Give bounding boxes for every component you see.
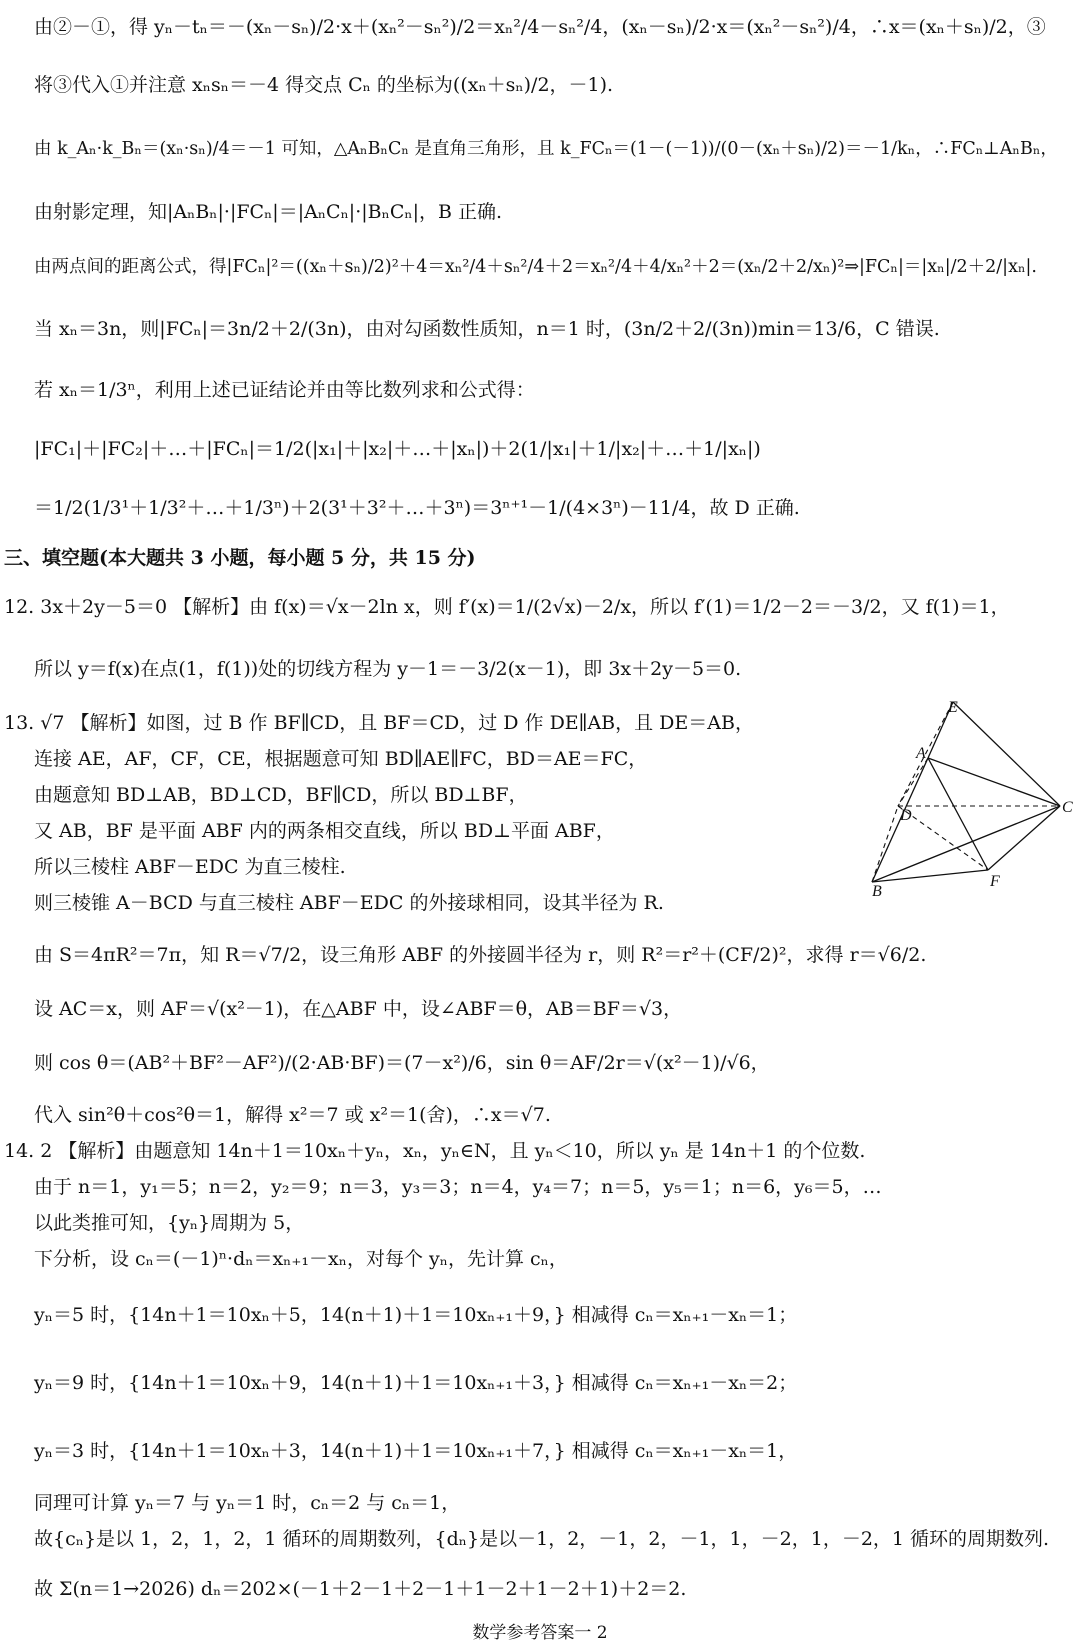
text-line: 由两点间的距离公式，得|FCₙ|²＝((xₙ＋sₙ)/2)²＋4＝xₙ²/4＋sₙ²/4＋2＝xₙ²/4＋4/xₙ²＋2＝(xₙ/2＋2/xₙ)²⇒|FCₙ|＝|xₙ|/2＋2/|xₙ|.	[34, 257, 1037, 277]
prism-diagram	[872, 699, 1078, 912]
answer-14: 14. 2 【解析】由题意知 14n＋1＝10xₙ＋yₙ，xₙ，yₙ∈N，且 yₙ＜10，所以 yₙ 是 14n＋1 的个位数.	[4, 1140, 866, 1162]
text-line: 当 xₙ＝3n，则|FCₙ|＝3n/2＋2/(3n)，由对勾函数性质知，n＝1 时，(3n/2＋2/(3n))min＝13/6，C 错误.	[34, 318, 940, 340]
text-line: 又 AB，BF 是平面 ABF 内的两条相交直线，所以 BD⊥平面 ABF，	[34, 820, 615, 842]
text-line: |FC₁|＋|FC₂|＋…＋|FCₙ|＝1/2(|x₁|＋|x₂|＋…＋|xₙ|)＋2(1/|x₁|＋1/|x₂|＋…＋1/|xₙ|)	[34, 438, 761, 460]
label-b: B	[872, 883, 882, 900]
text-line: 故{cₙ}是以 1，2，1，2，1 循环的周期数列，{dₙ}是以－1，2，－1，2，－1，1，－2，1，－2，1 循环的周期数列.	[34, 1528, 1050, 1550]
text-line: 所以三棱柱 ABF－EDC 为直三棱柱.	[34, 856, 346, 878]
text-line: ＝1/2(1/3¹＋1/3²＋…＋1/3ⁿ)＋2(3¹＋3²＋…＋3ⁿ)＝3ⁿ⁺¹－1/(4×3ⁿ)－11/4，故 D 正确.	[34, 497, 800, 519]
case-system: yₙ＝9 时，{14n＋1＝10xₙ＋9，14(n＋1)＋1＝10xₙ₊₁＋3，} 相减得 cₙ＝xₙ₊₁－xₙ＝2；	[34, 1372, 798, 1394]
text-line: 由射影定理，知|AₙBₙ|·|FCₙ|＝|AₙCₙ|·|BₙCₙ|，B 正确.	[34, 201, 503, 223]
text-line: 由 S＝4πR²＝7π，知 R＝√7/2，设三角形 ABF 的外接圆半径为 r，则 R²＝r²＋(CF/2)²，求得 r＝√6/2.	[34, 944, 927, 966]
page-footer: 数学参考答案一 2	[472, 1623, 608, 1643]
label-a: A	[916, 745, 926, 762]
text-line: 所以 y＝f(x)在点(1，f(1))处的切线方程为 y－1＝－3/2(x－1)，即 3x＋2y－5＝0.	[34, 658, 742, 680]
label-f: F	[990, 873, 1000, 890]
label-c: C	[1062, 799, 1073, 816]
text-line: 由于 n＝1，y₁＝5；n＝2，y₂＝9；n＝3，y₃＝3；n＝4，y₄＝7；n＝5，y₅＝1；n＝6，y₆＝5，…	[34, 1176, 882, 1198]
case-system: yₙ＝5 时，{14n＋1＝10xₙ＋5，14(n＋1)＋1＝10xₙ₊₁＋9，} 相减得 cₙ＝xₙ₊₁－xₙ＝1；	[34, 1304, 798, 1326]
section-heading: 三、填空题(本大题共 3 小题，每小题 5 分，共 15 分)	[4, 547, 476, 569]
text-line: 则三棱锥 A－BCD 与直三棱柱 ABF－EDC 的外接球相同，设其半径为 R.	[34, 892, 664, 914]
text-line: 以此类推可知，{yₙ}周期为 5，	[34, 1212, 305, 1234]
text-line: 下分析，设 cₙ＝(－1)ⁿ·dₙ＝xₙ₊₁－xₙ，对每个 yₙ，先计算 cₙ，	[34, 1248, 568, 1270]
text-line: 若 xₙ＝1/3ⁿ，利用上述已证结论并由等比数列求和公式得：	[34, 379, 535, 401]
label-d: D	[900, 807, 912, 824]
text-line: 代入 sin²θ＋cos²θ＝1，解得 x²＝7 或 x²＝1(舍)，∴x＝√7.	[34, 1104, 551, 1126]
text-line: 则 cos θ＝(AB²＋BF²－AF²)/(2·AB·BF)＝(7－x²)/6，sin θ＝AF/2r＝√(x²－1)/√6，	[34, 1052, 770, 1074]
text-line: 将③代入①并注意 xₙsₙ＝－4 得交点 Cₙ 的坐标为((xₙ＋sₙ)/2，－1).	[34, 74, 614, 96]
label-e: E	[948, 699, 958, 716]
answer-13: 13. √7 【解析】如图，过 B 作 BF∥CD，且 BF＝CD，过 D 作 DE∥AB，且 DE＝AB，	[4, 712, 754, 734]
text-line: 由 k_Aₙ·k_Bₙ＝(xₙ·sₙ)/4＝－1 可知，△AₙBₙCₙ 是直角三角形，且 k_FCₙ＝(1－(－1))/(0－(xₙ＋sₙ)/2)＝－1/kₙ，∴FCₙ⊥AₙBₙ，	[34, 139, 1058, 159]
summation-line: 故 Σ(n＝1→2026) dₙ＝202×(－1＋2－1＋2－1＋1－2＋1－2＋1)＋2＝2.	[34, 1578, 687, 1600]
case-system: yₙ＝3 时，{14n＋1＝10xₙ＋3，14(n＋1)＋1＝10xₙ₊₁＋7，} 相减得 cₙ＝xₙ₊₁－xₙ＝1，	[34, 1440, 798, 1462]
text-line: 同理可计算 yₙ＝7 与 yₙ＝1 时，cₙ＝2 与 cₙ＝1，	[34, 1492, 461, 1514]
text-line: 由②－①，得 yₙ－tₙ＝－(xₙ－sₙ)/2·x＋(xₙ²－sₙ²)/2＝xₙ²/4－sₙ²/4，(xₙ－sₙ)/2·x＝(xₙ²－sₙ²)/4，∴x＝(xₙ＋sₙ)/2，③	[34, 16, 1046, 38]
answer-12: 12. 3x＋2y－5＝0 【解析】由 f(x)＝√x－2ln x，则 f′(x)＝1/(2√x)－2/x，所以 f′(1)＝1/2－2＝－3/2，又 f(1)＝1，	[4, 596, 1010, 618]
text-line: 由题意知 BD⊥AB，BD⊥CD，BF∥CD，所以 BD⊥BF，	[34, 784, 528, 806]
text-line: 设 AC＝x，则 AF＝√(x²－1)，在△ABF 中，设∠ABF＝θ，AB＝BF＝√3，	[34, 998, 683, 1020]
text-line: 连接 AE，AF，CF，CE，根据题意可知 BD∥AE∥FC，BD＝AE＝FC，	[34, 748, 648, 770]
